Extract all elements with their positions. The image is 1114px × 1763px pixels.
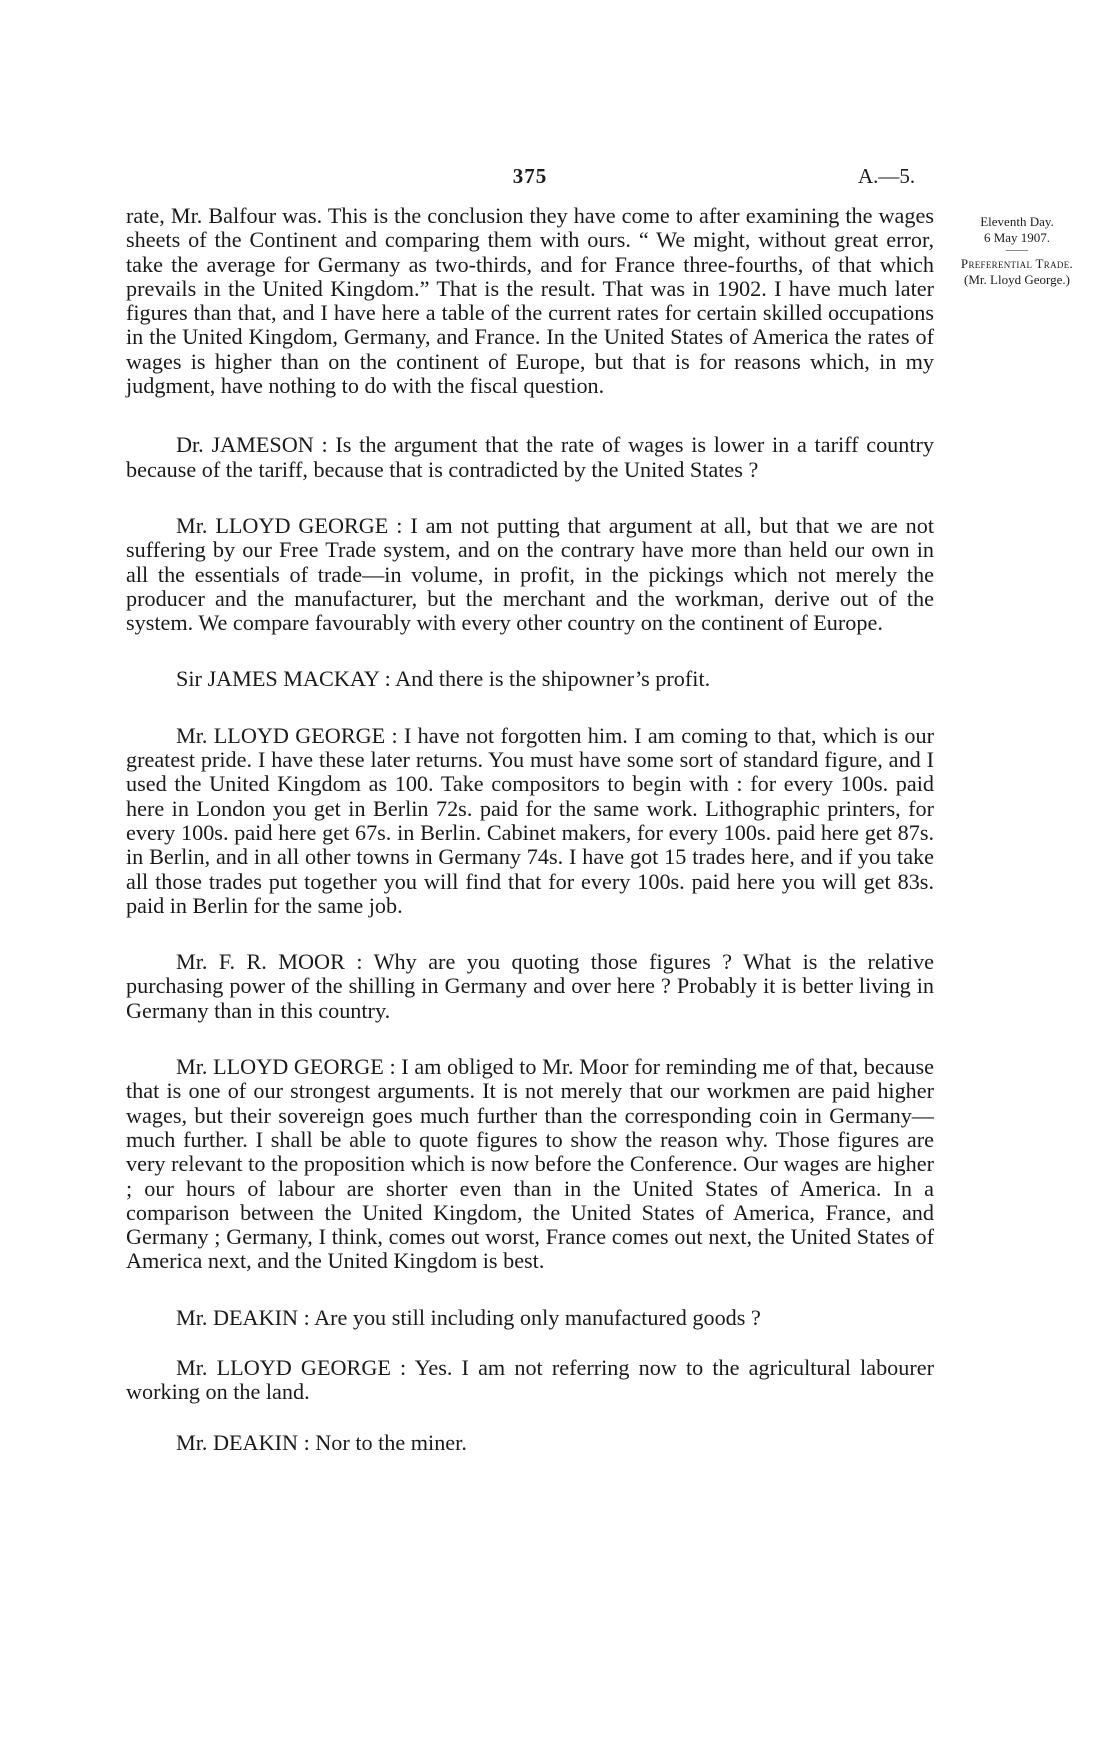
transcript-body	[126, 204, 934, 1455]
margin-note	[940, 214, 1094, 288]
speech-text: I am not putting that argument at all, but that we are not suffering by our Free Trade system, and on the contrary have more than held our own in all the essentials of trade—in volume, in profit, in the pickings which not merely the producer and the manufacturer, but the merchant and the workman, derive out of the system. We compare favourably with every other country on the continent of Europe.	[126, 512, 934, 636]
speech-paragraph	[126, 1431, 934, 1455]
paper-reference: A.—5.	[858, 164, 916, 188]
speaker-name: Mr. LLOYD GEORGE :	[176, 1354, 407, 1380]
speaker-name: Mr. LLOYD GEORGE :	[176, 722, 398, 748]
page-number: 375	[512, 164, 548, 188]
speech-paragraph	[126, 950, 934, 1023]
speaker-name: Mr. DEAKIN :	[176, 1429, 310, 1455]
speech-paragraph	[126, 667, 934, 691]
speech-text: Nor to the miner.	[315, 1429, 467, 1455]
speech-text: Is the argument that the rate of wages is lower in a tariff country because of the tariff, because that is contradicted by the United States ?	[126, 432, 934, 482]
speech-paragraph	[126, 1356, 934, 1405]
margin-note-date: 6 May 1907.	[983, 230, 1051, 245]
speech-text: I am obliged to Mr. Moor for reminding me of that, because that is one of our strongest arguments. It is not merely that our workmen are paid higher wages, but their sovereign goes much further than the corresponding coin in Germany—much further. I shall be able to quote figures to show the reason why. Those figures are very relevant to the proposition which is now before the Conference. Our wages are higher ; our hours of labour are shorter even than in the United States of America. In a comparison between the United Kingdom, the United States of America, France, and Germany ; Germany, I think, comes out worst, France comes out next, the United States of America next, and the United Kingdom is best.	[126, 1054, 934, 1274]
speech-paragraph	[126, 433, 934, 482]
speech-text: I have not forgotten him. I am coming to that, which is our greatest pride. I have these later returns. You must have some sort of standard figure, and I used the United Kingdom as 100. Take compositors to begin with : for every 100s. paid here in London you get in Berlin 72s. paid for the same work. Lithographic printers, for every 100s. paid here get 67s. in Berlin. Cabinet makers, for every 100s. paid here get 87s. in Berlin, and in all other towns in Germany 74s. I have got 15 trades here, and if you take all those trades put together you will find that for every 100s. paid here you will get 83s. paid in Berlin for the same job.	[126, 722, 934, 918]
paragraph-continuation	[126, 204, 934, 398]
speaker-name: Dr. JAMESON :	[176, 432, 328, 458]
speech-text: And there is the shipowner’s profit.	[395, 666, 711, 692]
speech-paragraph	[126, 1055, 934, 1274]
speech-text: Why are you quoting those figures ? What is the relative purchasing power of the shilling in Germany and over here ? Probably it is better living in Germany than in this country.	[126, 949, 934, 1023]
margin-note-divider: ——	[1006, 244, 1028, 256]
speech-paragraph	[126, 1306, 934, 1330]
speech-text: Are you still including only manufactured goods ?	[314, 1304, 761, 1330]
margin-note-day: Eleventh Day.	[980, 214, 1054, 229]
paragraph-text: rate, Mr. Balfour was. This is the conclusion they have come to after examining the wages sheets of the Continent and comparing them with ours. “ We might, without great error, take the average for Germany as two-thirds, and for France three-fourths, of that which prevails in the United Kingdom.” That is the result. That was in 1902. I have much later figures than that, and I have here a table of the current rates for certain skilled occupations in the United Kingdom, Germany, and France. In the United States of America the rates of wages is higher than on the continent of Europe, but that is for reasons which, in my judgment, have nothing to do with the fiscal question.	[126, 203, 934, 399]
speaker-name: Mr. DEAKIN :	[176, 1304, 310, 1330]
margin-note-subject: Preferential Trade.	[960, 256, 1074, 271]
speaker-name: Mr. F. R. MOOR :	[176, 949, 363, 975]
speech-text: Yes. I am not referring now to the agricultural labourer working on the land.	[126, 1354, 934, 1405]
speaker-name: Sir JAMES MACKAY :	[176, 666, 391, 692]
speech-paragraph	[126, 724, 934, 918]
margin-note-speaker: (Mr. Lloyd George.)	[964, 272, 1070, 287]
speech-paragraph	[126, 514, 934, 635]
speaker-name: Mr. LLOYD GEORGE :	[176, 512, 403, 538]
speaker-name: Mr. LLOYD GEORGE :	[176, 1054, 396, 1080]
